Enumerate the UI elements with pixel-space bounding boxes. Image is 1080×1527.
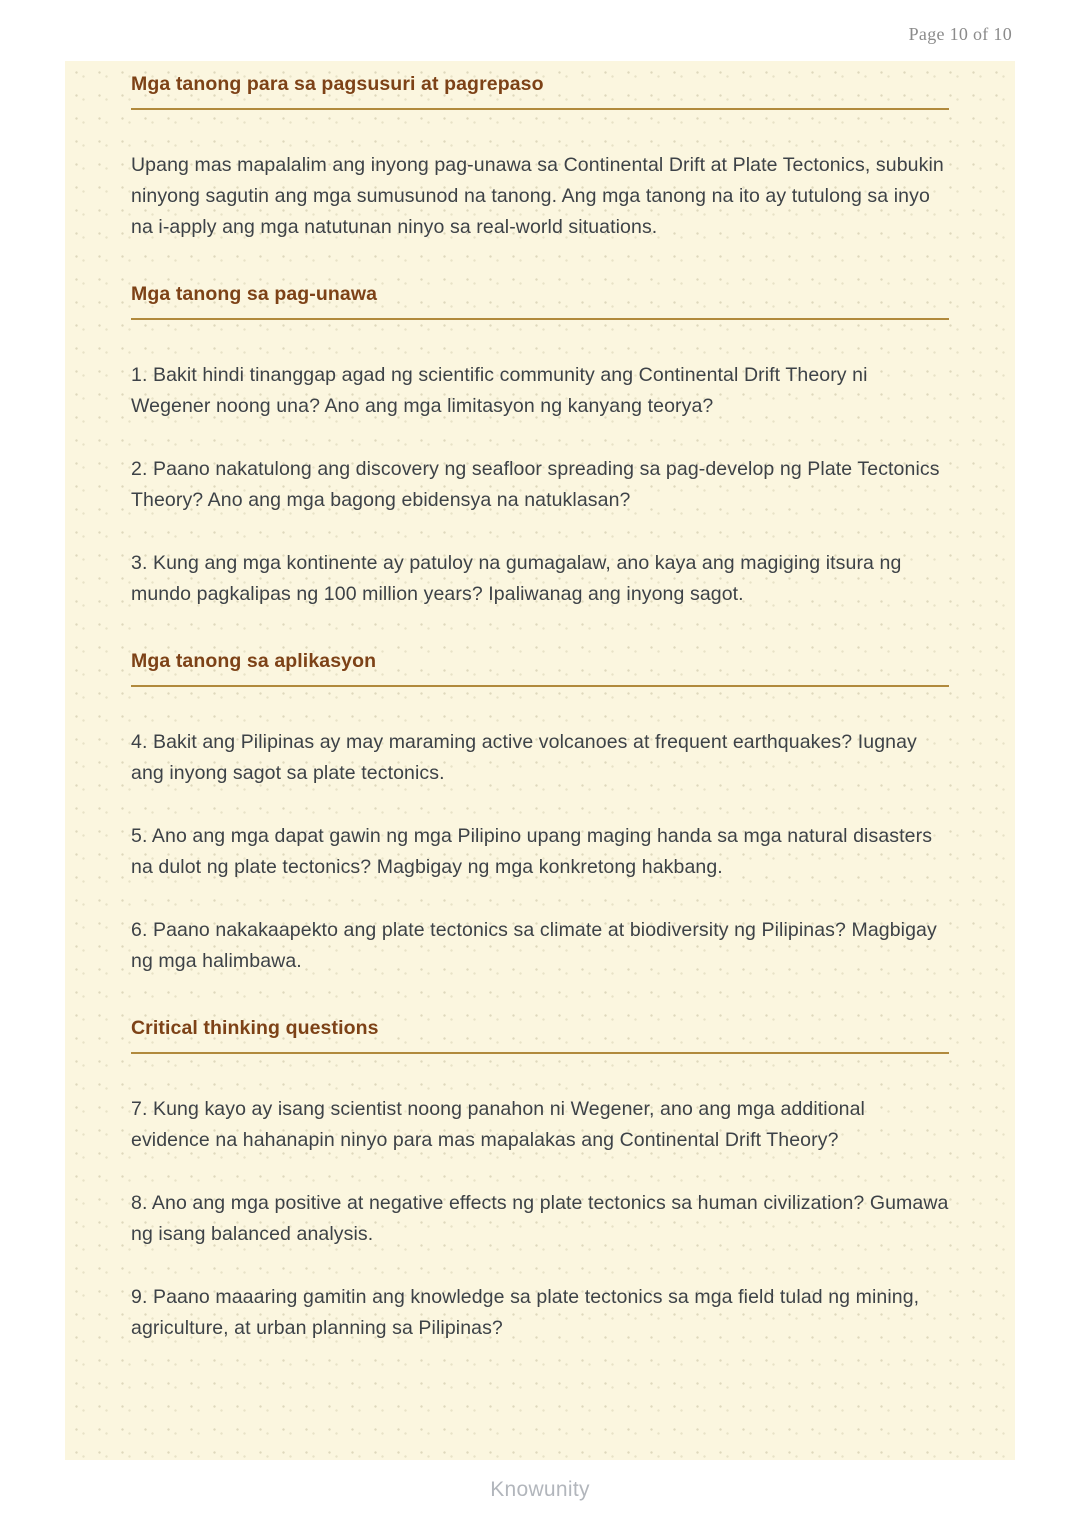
question-2: 2. Paano nakatulong ang discovery ng seafloor spreading sa pag-develop ng Plate Tectonics Theory? Ano ang mga bagong ebidensya na natuklasan? bbox=[131, 458, 940, 511]
question-1: 1. Bakit hindi tinanggap agad ng scientific community ang Continental Drift Theory ni Wegener noong una? Ano ang mga limitasyon ng kanyang teorya? bbox=[131, 364, 868, 417]
main-heading: Mga tanong para sa pagsusuri at pagrepaso bbox=[131, 73, 949, 110]
page-number: Page 10 of 10 bbox=[908, 24, 1012, 44]
question-7: 7. Kung kayo ay isang scientist noong panahon ni Wegener, ano ang mga additional evidence na hahanapin ninyo para mas mapalakas ang Continental Drift Theory? bbox=[131, 1098, 865, 1151]
section-heading-aplikasyon: Mga tanong sa aplikasyon bbox=[131, 650, 949, 687]
section-heading-pag-unawa: Mga tanong sa pag-unawa bbox=[131, 283, 949, 320]
section-heading-critical-thinking: Critical thinking questions bbox=[131, 1017, 949, 1054]
footer-brand: Knowunity bbox=[490, 1478, 590, 1501]
content-card bbox=[65, 61, 1015, 1460]
question-4: 4. Bakit ang Pilipinas ay may maraming active volcanoes at frequent earthquakes? Iugnay ang inyong sagot sa plate tectonics. bbox=[131, 731, 917, 784]
question-6: 6. Paano nakakaapekto ang plate tectonics sa climate at biodiversity ng Pilipinas? Magbigay ng mga halimbawa. bbox=[131, 919, 937, 972]
question-3: 3. Kung ang mga kontinente ay patuloy na gumagalaw, ano kaya ang magiging itsura ng mundo pagkalipas ng 100 million years? Ipaliwanag ang inyong sagot. bbox=[131, 552, 902, 605]
intro-paragraph: Upang mas mapalalim ang inyong pag-unawa sa Continental Drift at Plate Tectonics, subukin ninyong sagutin ang mga sumusunod na tanong. Ang mga tanong na ito ay tutulong sa inyo na i-apply ang mga natutunan ninyo sa real-world situations. bbox=[131, 154, 944, 238]
question-5: 5. Ano ang mga dapat gawin ng mga Pilipino upang maging handa sa mga natural disasters na dulot ng plate tectonics? Magbigay ng mga konkretong hakbang. bbox=[131, 825, 933, 878]
question-8: 8. Ano ang mga positive at negative effects ng plate tectonics sa human civilization? Gumawa ng isang balanced analysis. bbox=[131, 1192, 949, 1245]
question-9: 9. Paano maaaring gamitin ang knowledge sa plate tectonics sa mga field tulad ng mining, agriculture, at urban planning sa Pilipinas? bbox=[131, 1286, 920, 1339]
